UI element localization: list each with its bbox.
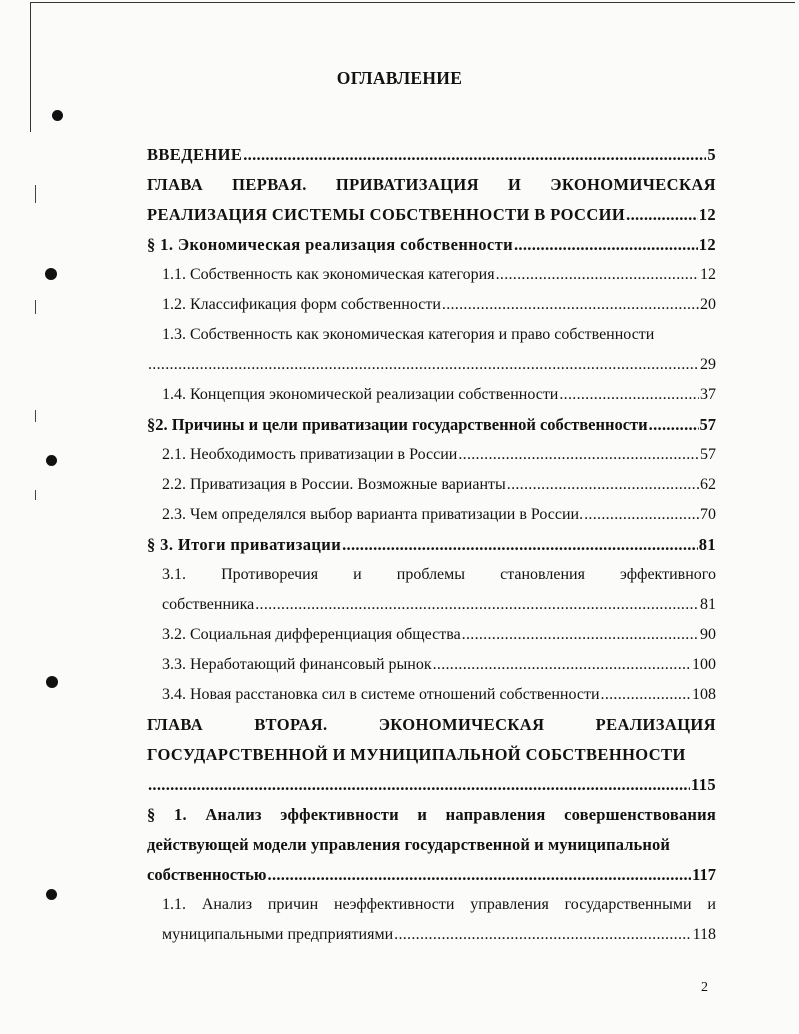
toc-entry-page: 115: [690, 775, 716, 794]
toc-entry-label: 3.2. Социальная дифференциация общества: [162, 626, 461, 643]
leader-dots: [148, 770, 690, 800]
punch-hole: [46, 889, 57, 900]
toc-word: 1.1.: [162, 896, 186, 913]
toc-subsection[interactable]: [147, 440, 716, 470]
toc-entry-label: 2.1. Необходимость приватизации в России: [162, 446, 458, 463]
leader-dots: [584, 500, 699, 530]
leader-dots: [433, 650, 691, 680]
toc-entry-label: ВВЕДЕНИЕ: [147, 145, 243, 164]
chapter-word: ПЕРВАЯ.: [232, 175, 307, 194]
leader-dots: [496, 260, 699, 290]
leader-dots: [394, 920, 691, 950]
toc-entry-intro[interactable]: [147, 140, 716, 170]
toc-word: и: [353, 566, 362, 583]
toc-subsection[interactable]: [147, 650, 716, 680]
toc-subsection[interactable]: [147, 620, 716, 650]
toc-entry-page: 90: [700, 626, 716, 643]
toc-section-2-1[interactable]: [147, 800, 716, 830]
toc-entry-page: 12: [698, 235, 716, 254]
toc-entry-label: 1.2. Классификация форм собственности: [162, 296, 441, 313]
toc-entry-page: 57: [699, 415, 716, 434]
toc-subsection[interactable]: [147, 290, 716, 320]
toc-word: эффективности: [280, 805, 399, 824]
punch-hole: [45, 268, 57, 280]
toc-entry-label: ГОСУДАРСТВЕННОЙ И МУНИЦИПАЛЬНОЙ СОБСТВЕННОСТИ: [147, 745, 686, 764]
toc-entry-page: 5: [707, 145, 716, 164]
toc-word: причин: [267, 896, 319, 913]
toc-subsection[interactable]: [147, 560, 716, 590]
toc-entry-page: 12: [698, 205, 716, 224]
toc-entry-page: 117: [692, 865, 716, 884]
toc-word: неэффективности: [333, 896, 455, 913]
leader-dots: [514, 230, 698, 260]
toc-subsection-continuation[interactable]: [147, 920, 716, 950]
toc-entry-label: 2.2. Приватизация в России. Возможные варианты: [162, 476, 506, 493]
toc-entry-page: 62: [700, 476, 716, 493]
toc-word: направления: [445, 805, 546, 824]
toc-subsection[interactable]: [147, 890, 716, 920]
leader-dots: [148, 350, 699, 380]
toc-chapter-1-line1[interactable]: [147, 170, 716, 200]
toc-word: эффективного: [620, 566, 716, 583]
leader-dots: [342, 530, 698, 560]
toc-entry-label: § 3. Итоги приватизации: [147, 535, 342, 554]
chapter-word: ГЛАВА: [147, 715, 204, 734]
toc-word: Анализ: [205, 805, 262, 824]
leader-dots: [243, 140, 706, 170]
scan-mark: [35, 410, 36, 422]
chapter-word: И: [507, 175, 522, 194]
leader-dots: [442, 290, 699, 320]
leader-dots: [559, 380, 699, 410]
chapter-word: ВТОРАЯ.: [254, 715, 328, 734]
toc-subsection[interactable]: [147, 380, 716, 410]
toc-entry-label: 3.3. Неработающий финансовый рынок: [162, 656, 432, 673]
leader-dots: [601, 680, 691, 710]
toc-word: Анализ: [201, 896, 253, 913]
leader-dots: [649, 410, 699, 440]
scan-mark: [35, 300, 36, 314]
toc-word: §: [147, 805, 156, 824]
toc-word: управления: [470, 896, 549, 913]
toc-entry-label: 1.4. Концепция экономической реализации собственности: [162, 386, 559, 403]
page-number: 2: [701, 980, 708, 995]
toc-entry-label: § 1. Экономическая реализация собственности: [147, 235, 513, 254]
leader-dots: [626, 200, 698, 230]
toc-entry-page: 108: [692, 686, 716, 703]
toc-chapter-1-line2[interactable]: [147, 200, 716, 230]
toc-entry-page: 29: [700, 356, 716, 373]
scan-top-border: [30, 2, 795, 3]
toc-entry-label: 1.1. Собственность как экономическая категория: [162, 266, 495, 283]
toc-subsection[interactable]: [147, 320, 716, 350]
toc-entry-label: действующей модели управления государственной и муниципальной: [147, 835, 670, 854]
toc-entry-page: 70: [700, 506, 716, 523]
toc-entry-page: 81: [698, 535, 716, 554]
toc-entry-label: РЕАЛИЗАЦИЯ СИСТЕМЫ СОБСТВЕННОСТИ В РОССИИ: [147, 205, 626, 224]
scan-mark: [35, 185, 36, 203]
scan-mark: [35, 490, 36, 500]
toc-chapter-2-line2[interactable]: [147, 740, 716, 770]
toc-subsection[interactable]: [147, 500, 716, 530]
toc-word: государственными: [564, 896, 692, 913]
toc-subsection-continuation[interactable]: [147, 350, 716, 380]
leader-dots: [268, 860, 692, 890]
toc-word: проблемы: [396, 566, 466, 583]
toc-entry-label: 3.4. Новая расстановка сил в системе отношений собственности: [162, 686, 600, 703]
toc-entry-page: 100: [692, 656, 716, 673]
toc-subsection[interactable]: [147, 470, 716, 500]
toc-word: 3.1.: [162, 566, 186, 583]
toc-entry-label: собственника: [162, 596, 255, 613]
toc-entry-label: 2.3. Чем определялся выбор варианта приватизации в России.: [162, 506, 584, 523]
chapter-word: ГЛАВА: [147, 175, 204, 194]
toc-word: 1.: [174, 805, 187, 824]
toc-word: становления: [500, 566, 585, 583]
toc-word: Противоречия: [221, 566, 319, 583]
punch-hole: [52, 110, 63, 121]
toc-entry-page: 20: [700, 296, 716, 313]
chapter-word: РЕАЛИЗАЦИЯ: [595, 715, 716, 734]
toc-entry-label: 1.3. Собственность как экономическая категория и право собственности: [162, 326, 655, 343]
leader-dots: [507, 470, 699, 500]
leader-dots: [458, 440, 699, 470]
toc-chapter-2-line3[interactable]: [147, 770, 716, 800]
leader-dots: [255, 590, 699, 620]
toc-section-2-1-line2[interactable]: [147, 830, 716, 860]
toc-entry-label: собственностью: [147, 865, 267, 884]
chapter-word: ПРИВАТИЗАЦИЯ: [335, 175, 479, 194]
toc-section-1-2[interactable]: [147, 410, 716, 440]
leader-dots: [462, 620, 699, 650]
page-title: ОГЛАВЛЕНИЕ: [336, 68, 463, 88]
table-of-contents: [147, 140, 716, 950]
punch-hole: [46, 676, 58, 688]
toc-subsection-continuation[interactable]: [147, 590, 716, 620]
toc-entry-page: 37: [700, 386, 716, 403]
toc-chapter-2-line1[interactable]: [147, 710, 716, 740]
toc-word: и: [707, 896, 716, 913]
chapter-word: ЭКОНОМИЧЕСКАЯ: [378, 715, 545, 734]
toc-word: и: [417, 805, 428, 824]
punch-hole: [46, 455, 57, 466]
toc-subsection[interactable]: [147, 260, 716, 290]
toc-subsection[interactable]: [147, 680, 716, 710]
toc-word: совершенствования: [564, 805, 716, 824]
chapter-word: ЭКОНОМИЧЕСКАЯ: [550, 175, 716, 194]
toc-section-2-1-line3[interactable]: [147, 860, 716, 890]
scan-left-border: [30, 2, 31, 132]
toc-entry-page: 12: [700, 266, 716, 283]
toc-entry-page: 81: [700, 596, 716, 613]
toc-entry-label: §2. Причины и цели приватизации государственной собственности: [147, 415, 648, 434]
toc-section-1-3[interactable]: [147, 530, 716, 560]
toc-entry-page: 118: [692, 926, 716, 943]
toc-entry-label: муниципальными предприятиями: [162, 926, 394, 943]
toc-entry-page: 57: [700, 446, 716, 463]
toc-section-1-1[interactable]: [147, 230, 716, 260]
